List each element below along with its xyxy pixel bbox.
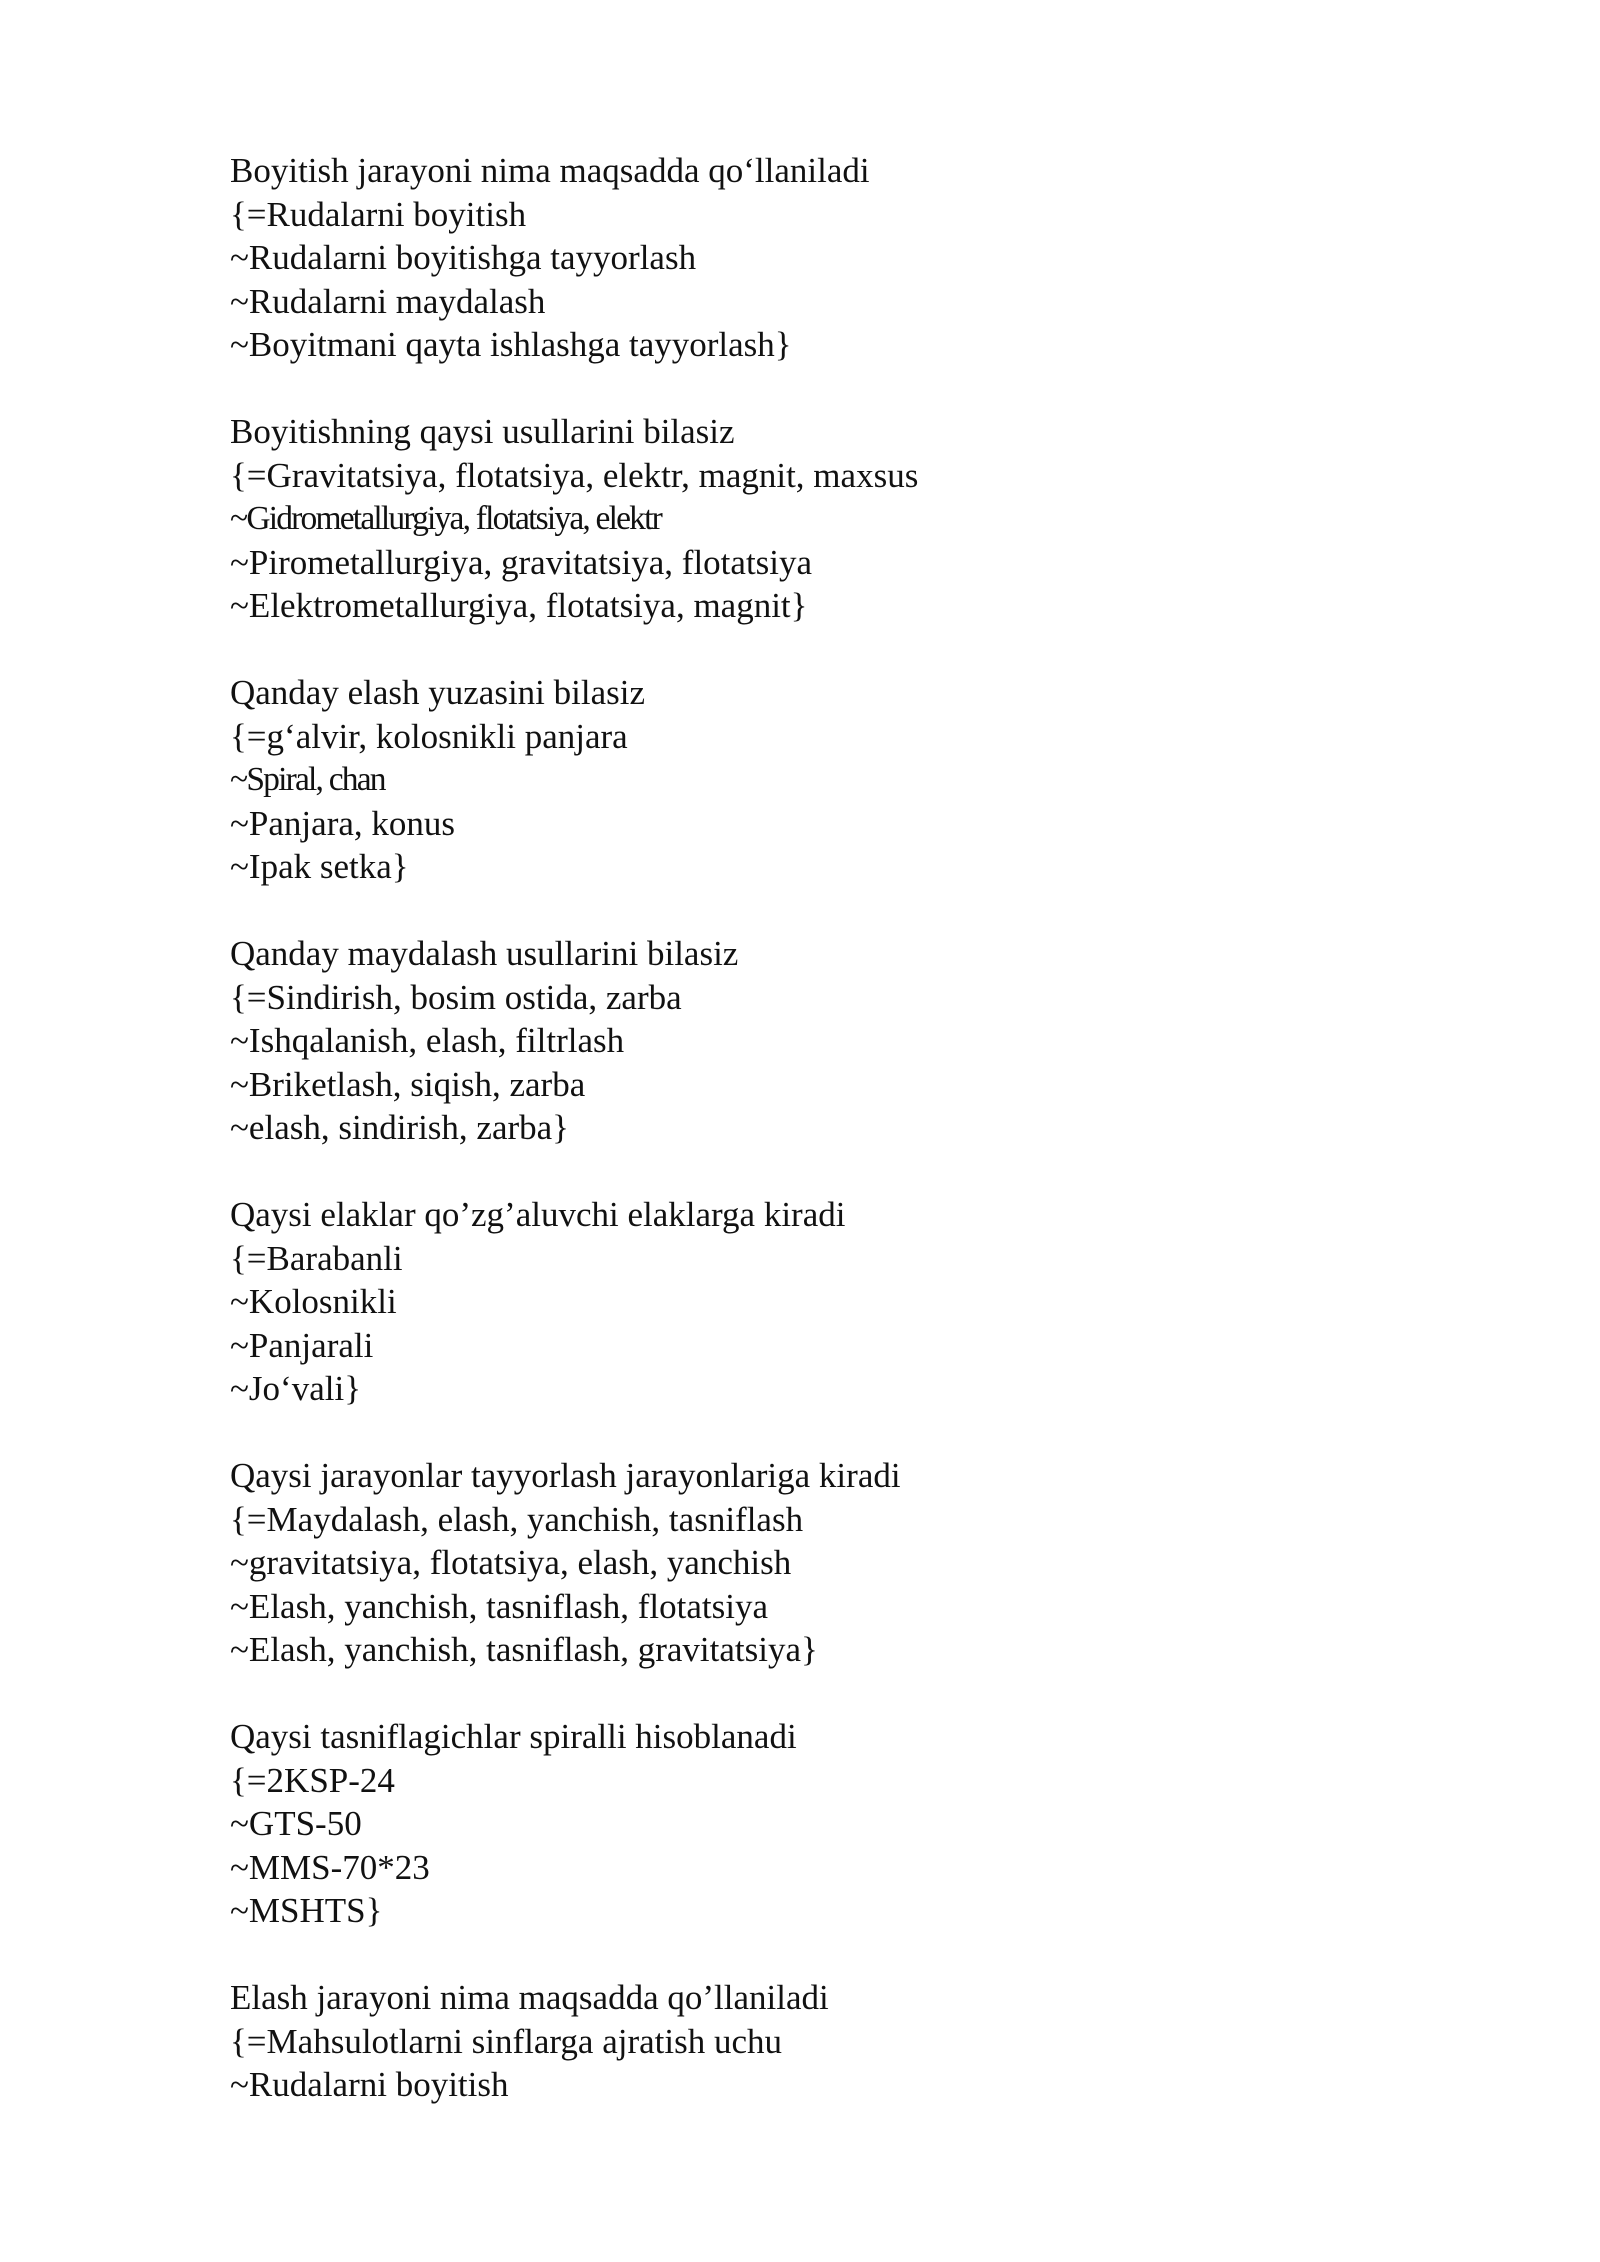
answer-option: ~Ipak setka} bbox=[230, 847, 409, 886]
question-text: Qanday maydalash usullarini bilasiz bbox=[230, 934, 739, 973]
answer-option: ~Spiral, chan bbox=[230, 761, 385, 798]
answer-option: ~elash, sindirish, zarba} bbox=[230, 1108, 569, 1147]
answer-option: ~Ishqalanish, elash, filtrlash bbox=[230, 1021, 625, 1060]
answer-option: {=Maydalash, elash, yanchish, tasniflash bbox=[230, 1499, 804, 1539]
answer-option: ~Jo‘vali} bbox=[230, 1369, 361, 1408]
question-block-4 bbox=[230, 932, 1470, 1150]
answer-option: ~Rudalarni boyitish bbox=[230, 2065, 509, 2104]
answer-option: ~Boyitmani qayta ishlashga tayyorlash} bbox=[230, 325, 792, 364]
question-text: Qaysi elaklar qo’zg’aluvchi elaklarga kiradi bbox=[230, 1195, 846, 1234]
answer-option: {=Gravitatsiya, flotatsiya, elektr, magnit, maxsus bbox=[230, 455, 919, 495]
question-text: Qaysi jarayonlar tayyorlash jarayonlariga kiradi bbox=[230, 1456, 901, 1495]
answer-option: ~Elektrometallurgiya, flotatsiya, magnit} bbox=[230, 586, 808, 625]
document-page bbox=[230, 149, 1470, 2150]
question-text: Elash jarayoni nima maqsadda qo’llaniladi bbox=[230, 1978, 829, 2017]
answer-option: ~MSHTS} bbox=[230, 1891, 383, 1930]
answer-option: ~gravitatsiya, flotatsiya, elash, yanchish bbox=[230, 1543, 792, 1582]
question-text: Qanday elash yuzasini bilasiz bbox=[230, 673, 646, 712]
answer-option: ~Pirometallurgiya, gravitatsiya, flotatsiya bbox=[230, 542, 813, 582]
answer-option: ~Kolosnikli bbox=[230, 1282, 397, 1321]
question-block-3 bbox=[230, 671, 1470, 889]
answer-option: {=Barabanli bbox=[230, 1238, 403, 1278]
answer-option: {=2KSP-24 bbox=[230, 1760, 395, 1800]
answer-option: ~Rudalarni boyitishga tayyorlash bbox=[230, 238, 697, 277]
question-text: Boyitish jarayoni nima maqsadda qo‘llaniladi bbox=[230, 151, 870, 190]
answer-option: {=Mahsulotlarni sinflarga ajratish uchu bbox=[230, 2021, 783, 2061]
answer-option: {=g‘alvir, kolosnikli panjara bbox=[230, 716, 628, 756]
question-text: Qaysi tasniflagichlar spiralli hisoblanadi bbox=[230, 1717, 797, 1756]
question-block-1 bbox=[230, 149, 1470, 367]
answer-option: ~Rudalarni maydalash bbox=[230, 281, 546, 321]
answer-option: ~Gidrometallurgiya, flotatsiya, elektr bbox=[230, 500, 661, 537]
answer-option: {=Sindirish, bosim ostida, zarba bbox=[230, 977, 682, 1017]
question-block-5 bbox=[230, 1193, 1470, 1411]
answer-option: ~MMS-70*23 bbox=[230, 1847, 430, 1887]
question-block-8 bbox=[230, 1976, 1470, 2107]
answer-option: ~Elash, yanchish, tasniflash, gravitatsiya} bbox=[230, 1630, 818, 1669]
answer-option: ~Panjara, konus bbox=[230, 803, 456, 843]
answer-option: {=Rudalarni boyitish bbox=[230, 194, 527, 234]
answer-option: ~Panjarali bbox=[230, 1325, 374, 1365]
question-block-7 bbox=[230, 1715, 1470, 1933]
question-block-6 bbox=[230, 1454, 1470, 1672]
answer-option: ~Briketlash, siqish, zarba bbox=[230, 1064, 586, 1104]
question-text: Boyitishning qaysi usullarini bilasiz bbox=[230, 412, 735, 451]
answer-option: ~GTS-50 bbox=[230, 1804, 362, 1843]
question-block-2 bbox=[230, 410, 1470, 628]
answer-option: ~Elash, yanchish, tasniflash, flotatsiya bbox=[230, 1586, 768, 1626]
